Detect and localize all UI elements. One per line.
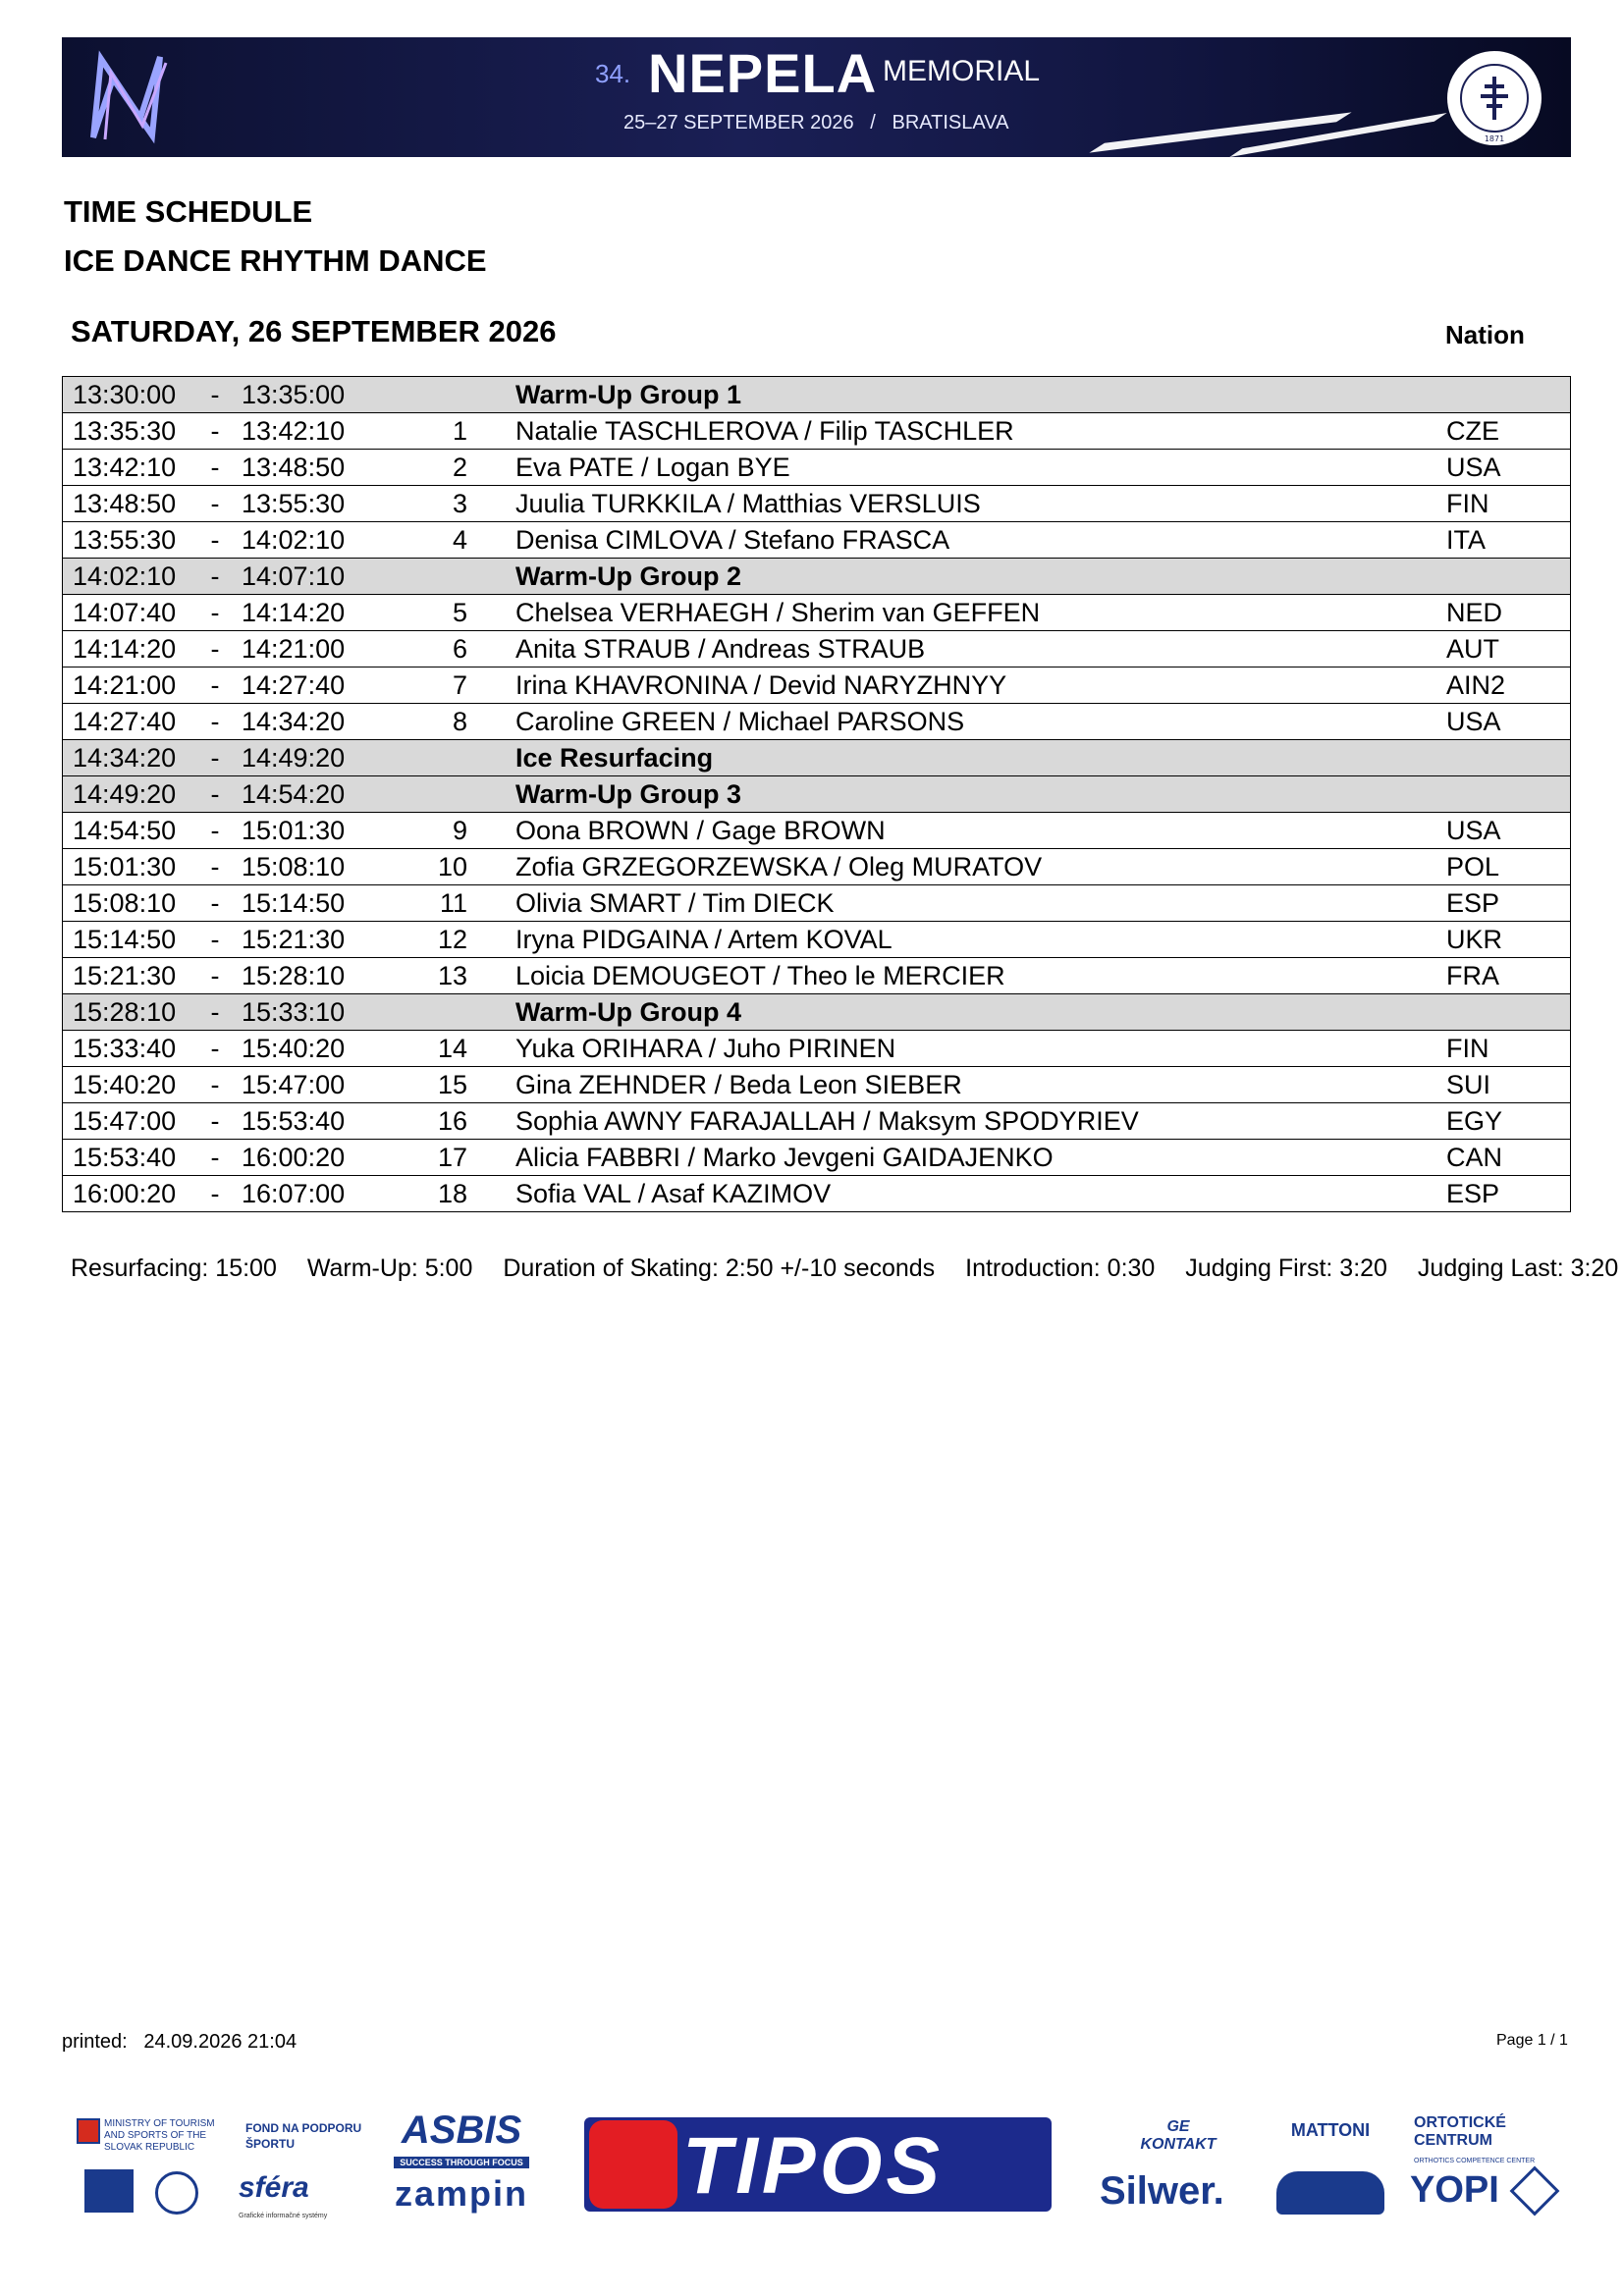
start-number: 11 <box>439 887 467 918</box>
row-content <box>63 667 1570 703</box>
row-content <box>63 849 1570 884</box>
schedule-row <box>63 522 1571 559</box>
schedule-table <box>62 376 1571 1212</box>
start-time: 15:47:00 <box>73 1105 177 1136</box>
end-time: 14:34:20 <box>242 706 346 736</box>
start-number: 16 <box>437 1105 467 1136</box>
header-banner <box>62 37 1571 157</box>
time-separator: - <box>210 633 220 664</box>
end-time: 15:01:30 <box>242 815 346 845</box>
row-content <box>63 377 1570 412</box>
row-content <box>63 776 1570 812</box>
start-time: 14:14:20 <box>73 633 177 664</box>
nation-code: USA <box>1446 452 1501 482</box>
start-number: 18 <box>437 1178 467 1208</box>
start-time: 15:40:20 <box>73 1069 177 1099</box>
row-content <box>63 559 1570 594</box>
time-separator: - <box>210 924 220 954</box>
nation-code: USA <box>1446 706 1501 736</box>
crest-icon <box>155 2171 198 2215</box>
schedule-row <box>63 813 1571 849</box>
schedule-row <box>63 849 1571 885</box>
start-time: 14:49:20 <box>73 778 177 809</box>
couple-name: Sophia AWNY FARAJALLAH / Maksym SPODYRIEV <box>515 1105 1139 1136</box>
row-content <box>63 1103 1570 1139</box>
page-number: Page 1 / 1 <box>1496 2032 1568 2049</box>
yopi-logo: YOPI <box>1410 2169 1499 2211</box>
event-memorial-label: MEMORIAL <box>883 55 1041 87</box>
start-number: 7 <box>452 669 467 700</box>
timing-legend <box>71 1255 1618 1283</box>
time-separator: - <box>210 851 220 881</box>
couple-name: Anita STRAUB / Andreas STRAUB <box>515 633 926 664</box>
schedule-row <box>63 958 1571 994</box>
couple-name: Natalie TASCHLEROVA / Filip TASCHLER <box>515 415 1014 446</box>
row-content <box>63 994 1570 1030</box>
start-number: 6 <box>452 633 467 664</box>
nation-code: AIN2 <box>1446 669 1506 700</box>
document-subtitle: ICE DANCE RHYTHM DANCE <box>64 243 487 278</box>
schedule-group-row <box>63 994 1571 1031</box>
row-content <box>63 740 1570 775</box>
silwer-logo: Silwer. <box>1100 2169 1224 2213</box>
ministry-logo: MINISTRY OF TOURISM AND SPORTS OF THE SLOVAK REPUBLIC <box>77 2118 234 2154</box>
schedule-group-row <box>63 776 1571 813</box>
row-content <box>63 413 1570 449</box>
schedule-row <box>63 450 1571 486</box>
time-separator: - <box>210 488 220 518</box>
end-time: 15:53:40 <box>242 1105 346 1136</box>
start-time: 13:42:10 <box>73 452 177 482</box>
start-time: 15:08:10 <box>73 887 177 918</box>
end-time: 16:07:00 <box>242 1178 346 1208</box>
time-separator: - <box>210 742 220 773</box>
federation-seal-icon <box>1443 47 1545 149</box>
schedule-group-row <box>63 559 1571 595</box>
nation-code: ESP <box>1446 1178 1500 1208</box>
start-time: 15:53:40 <box>73 1142 177 1172</box>
time-separator: - <box>210 1069 220 1099</box>
edition-number: 34. <box>595 59 631 88</box>
group-label: Warm-Up Group 3 <box>515 778 742 809</box>
ge-kontakt-logo: GE KONTAKT <box>1140 2118 1217 2153</box>
time-separator: - <box>210 778 220 809</box>
end-time: 13:35:00 <box>242 379 346 409</box>
start-number: 2 <box>452 452 467 482</box>
start-number: 14 <box>437 1033 467 1063</box>
end-time: 15:14:50 <box>242 887 346 918</box>
nation-code: POL <box>1446 851 1500 881</box>
nation-code: USA <box>1446 815 1501 845</box>
time-separator: - <box>210 1105 220 1136</box>
couple-name: Iryna PIDGAINA / Artem KOVAL <box>515 924 893 954</box>
end-time: 15:40:20 <box>242 1033 346 1063</box>
nation-code: FRA <box>1446 960 1499 990</box>
row-content <box>63 813 1570 848</box>
legend-warmup: Warm-Up: 5:00 <box>306 1255 473 1282</box>
yopi-mark-icon <box>1510 2166 1560 2216</box>
time-separator: - <box>210 1142 220 1172</box>
schedule-row <box>63 1067 1571 1103</box>
schedule-row <box>63 595 1571 631</box>
start-time: 14:02:10 <box>73 561 177 591</box>
start-time: 13:55:30 <box>73 524 177 555</box>
nation-code: CAN <box>1446 1142 1503 1172</box>
start-number: 10 <box>437 851 467 881</box>
row-content <box>63 631 1570 667</box>
row-content <box>63 1067 1570 1102</box>
ortoticke-logo: ORTOTICKÉ CENTRUM ORTHOTICS COMPETENCE CENTER <box>1414 2114 1536 2164</box>
start-time: 14:34:20 <box>73 742 177 773</box>
nation-code: UKR <box>1446 924 1503 954</box>
nation-code: EGY <box>1446 1105 1503 1136</box>
time-separator: - <box>210 960 220 990</box>
event-logo-icon <box>83 49 182 145</box>
schedule-row <box>63 704 1571 740</box>
schedule-date: SATURDAY, 26 SEPTEMBER 2026 <box>71 314 557 348</box>
nation-code: CZE <box>1446 415 1499 446</box>
start-time: 13:30:00 <box>73 379 177 409</box>
time-separator: - <box>210 597 220 627</box>
start-time: 14:21:00 <box>73 669 177 700</box>
couple-name: Olivia SMART / Tim DIECK <box>515 887 835 918</box>
schedule-group-row <box>63 377 1571 413</box>
start-number: 15 <box>437 1069 467 1099</box>
start-number: 1 <box>452 415 467 446</box>
end-time: 13:48:50 <box>242 452 346 482</box>
row-content <box>63 1140 1570 1175</box>
legend-resurfacing: Resurfacing: 15:00 <box>71 1255 277 1282</box>
start-number: 4 <box>452 524 467 555</box>
start-number: 8 <box>452 706 467 736</box>
time-separator: - <box>210 379 220 409</box>
couple-name: Gina ZEHNDER / Beda Leon SIEBER <box>515 1069 962 1099</box>
couple-name: Zofia GRZEGORZEWSKA / Oleg MURATOV <box>515 851 1043 881</box>
end-time: 15:21:30 <box>242 924 346 954</box>
row-content <box>63 486 1570 521</box>
start-number: 17 <box>437 1142 467 1172</box>
start-number: 9 <box>452 815 467 845</box>
end-time: 14:27:40 <box>242 669 346 700</box>
group-label: Warm-Up Group 4 <box>515 996 742 1027</box>
legend-introduction: Introduction: 0:30 <box>965 1255 1156 1282</box>
legend-judging-first: Judging First: 3:20 <box>1185 1255 1387 1282</box>
nation-code: FIN <box>1446 1033 1489 1063</box>
document-title: TIME SCHEDULE <box>64 194 313 229</box>
schedule-row <box>63 922 1571 958</box>
asbis-logo: ASBIS SUCCESS THROUGH FOCUS <box>389 2109 534 2170</box>
time-separator: - <box>210 1178 220 1208</box>
start-time: 14:27:40 <box>73 706 177 736</box>
slovak-flag-icon <box>77 2118 100 2144</box>
row-content <box>63 885 1570 921</box>
row-content <box>63 595 1570 630</box>
start-time: 15:28:10 <box>73 996 177 1027</box>
start-time: 14:07:40 <box>73 597 177 627</box>
group-label: Ice Resurfacing <box>515 742 714 773</box>
row-content <box>63 522 1570 558</box>
end-time: 13:42:10 <box>242 415 346 446</box>
time-separator: - <box>210 996 220 1027</box>
start-time: 13:35:30 <box>73 415 177 446</box>
schedule-row <box>63 413 1571 450</box>
group-label: Warm-Up Group 2 <box>515 561 742 591</box>
start-time: 15:01:30 <box>73 851 177 881</box>
end-time: 13:55:30 <box>242 488 346 518</box>
row-content <box>63 1031 1570 1066</box>
start-time: 15:14:50 <box>73 924 177 954</box>
couple-name: Alicia FABBRI / Marko Jevgeni GAIDAJENKO <box>515 1142 1054 1172</box>
time-separator: - <box>210 452 220 482</box>
couple-name: Oona BROWN / Gage BROWN <box>515 815 886 845</box>
end-time: 14:02:10 <box>242 524 346 555</box>
end-time: 14:54:20 <box>242 778 346 809</box>
row-content <box>63 704 1570 739</box>
schedule-row <box>63 885 1571 922</box>
time-separator: - <box>210 887 220 918</box>
schedule-row <box>63 631 1571 667</box>
nation-code: ITA <box>1446 524 1486 555</box>
time-separator: - <box>210 815 220 845</box>
time-separator: - <box>210 524 220 555</box>
couple-name: Irina KHAVRONINA / Devid NARYZHNYY <box>515 669 1007 700</box>
end-time: 14:07:10 <box>242 561 346 591</box>
zampin-logo: zampin <box>394 2173 528 2214</box>
tipos-wordmark: TIPOS <box>682 2121 945 2211</box>
start-number: 13 <box>437 960 467 990</box>
schedule-row <box>63 486 1571 522</box>
tipos-mark-icon <box>589 2120 677 2209</box>
end-time: 15:08:10 <box>242 851 346 881</box>
end-time: 15:47:00 <box>242 1069 346 1099</box>
end-time: 14:49:20 <box>242 742 346 773</box>
printed-timestamp: printed: 24.09.2026 21:04 <box>62 2031 298 2053</box>
schedule-row <box>63 1140 1571 1176</box>
couple-name: Loicia DEMOUGEOT / Theo le MERCIER <box>515 960 1005 990</box>
end-time: 15:28:10 <box>242 960 346 990</box>
event-name: NEPELA <box>648 42 878 104</box>
couple-name: Yuka ORIHARA / Juho PIRINEN <box>515 1033 896 1063</box>
nation-code: AUT <box>1446 633 1499 664</box>
sfera-logo: sféra Grafické informačné systémy <box>239 2171 328 2219</box>
start-number: 3 <box>452 488 467 518</box>
nation-code: SUI <box>1446 1069 1491 1099</box>
nation-code: FIN <box>1446 488 1489 518</box>
couple-name: Sofia VAL / Asaf KAZIMOV <box>515 1178 832 1208</box>
slovan-logo-icon <box>1276 2171 1384 2215</box>
start-number: 5 <box>452 597 467 627</box>
schedule-row <box>63 1031 1571 1067</box>
event-dates-location: 25–27 SEPTEMBER 2026 / BRATISLAVA <box>623 112 1009 133</box>
slovakia-mark-icon <box>84 2169 134 2213</box>
couple-name: Caroline GREEN / Michael PARSONS <box>515 706 965 736</box>
nation-code: ESP <box>1446 887 1500 918</box>
nation-column-header: Nation <box>1445 320 1525 349</box>
row-content <box>63 450 1570 485</box>
schedule-group-row <box>63 740 1571 776</box>
time-separator: - <box>210 1033 220 1063</box>
end-time: 14:21:00 <box>242 633 346 664</box>
start-time: 14:54:50 <box>73 815 177 845</box>
start-time: 13:48:50 <box>73 488 177 518</box>
time-separator: - <box>210 669 220 700</box>
couple-name: Chelsea VERHAEGH / Sherim van GEFFEN <box>515 597 1041 627</box>
group-label: Warm-Up Group 1 <box>515 379 742 409</box>
row-content <box>63 922 1570 957</box>
time-separator: - <box>210 415 220 446</box>
legend-duration: Duration of Skating: 2:50 +/-10 seconds <box>503 1255 936 1282</box>
schedule-row <box>63 1103 1571 1140</box>
row-content <box>63 1176 1570 1211</box>
couple-name: Juulia TURKKILA / Matthias VERSLUIS <box>515 488 981 518</box>
nation-code: NED <box>1446 597 1503 627</box>
row-content <box>63 958 1570 993</box>
couple-name: Eva PATE / Logan BYE <box>515 452 790 482</box>
legend-judging-last: Judging Last: 3:20 <box>1417 1255 1619 1282</box>
end-time: 14:14:20 <box>242 597 346 627</box>
mattoni-logo: MATTONI <box>1290 2120 1371 2140</box>
schedule-row <box>63 1176 1571 1212</box>
seal-year: 1871 <box>1484 134 1505 143</box>
fond-logo: FOND NA PODPORU ŠPORTU <box>245 2121 362 2151</box>
end-time: 16:00:20 <box>242 1142 346 1172</box>
time-separator: - <box>210 706 220 736</box>
couple-name: Denisa CIMLOVA / Stefano FRASCA <box>515 524 950 555</box>
end-time: 15:33:10 <box>242 996 346 1027</box>
decorative-streak <box>1089 112 1351 152</box>
start-time: 15:21:30 <box>73 960 177 990</box>
start-number: 12 <box>437 924 467 954</box>
schedule-row <box>63 667 1571 704</box>
start-time: 16:00:20 <box>73 1178 177 1208</box>
start-time: 15:33:40 <box>73 1033 177 1063</box>
time-separator: - <box>210 561 220 591</box>
